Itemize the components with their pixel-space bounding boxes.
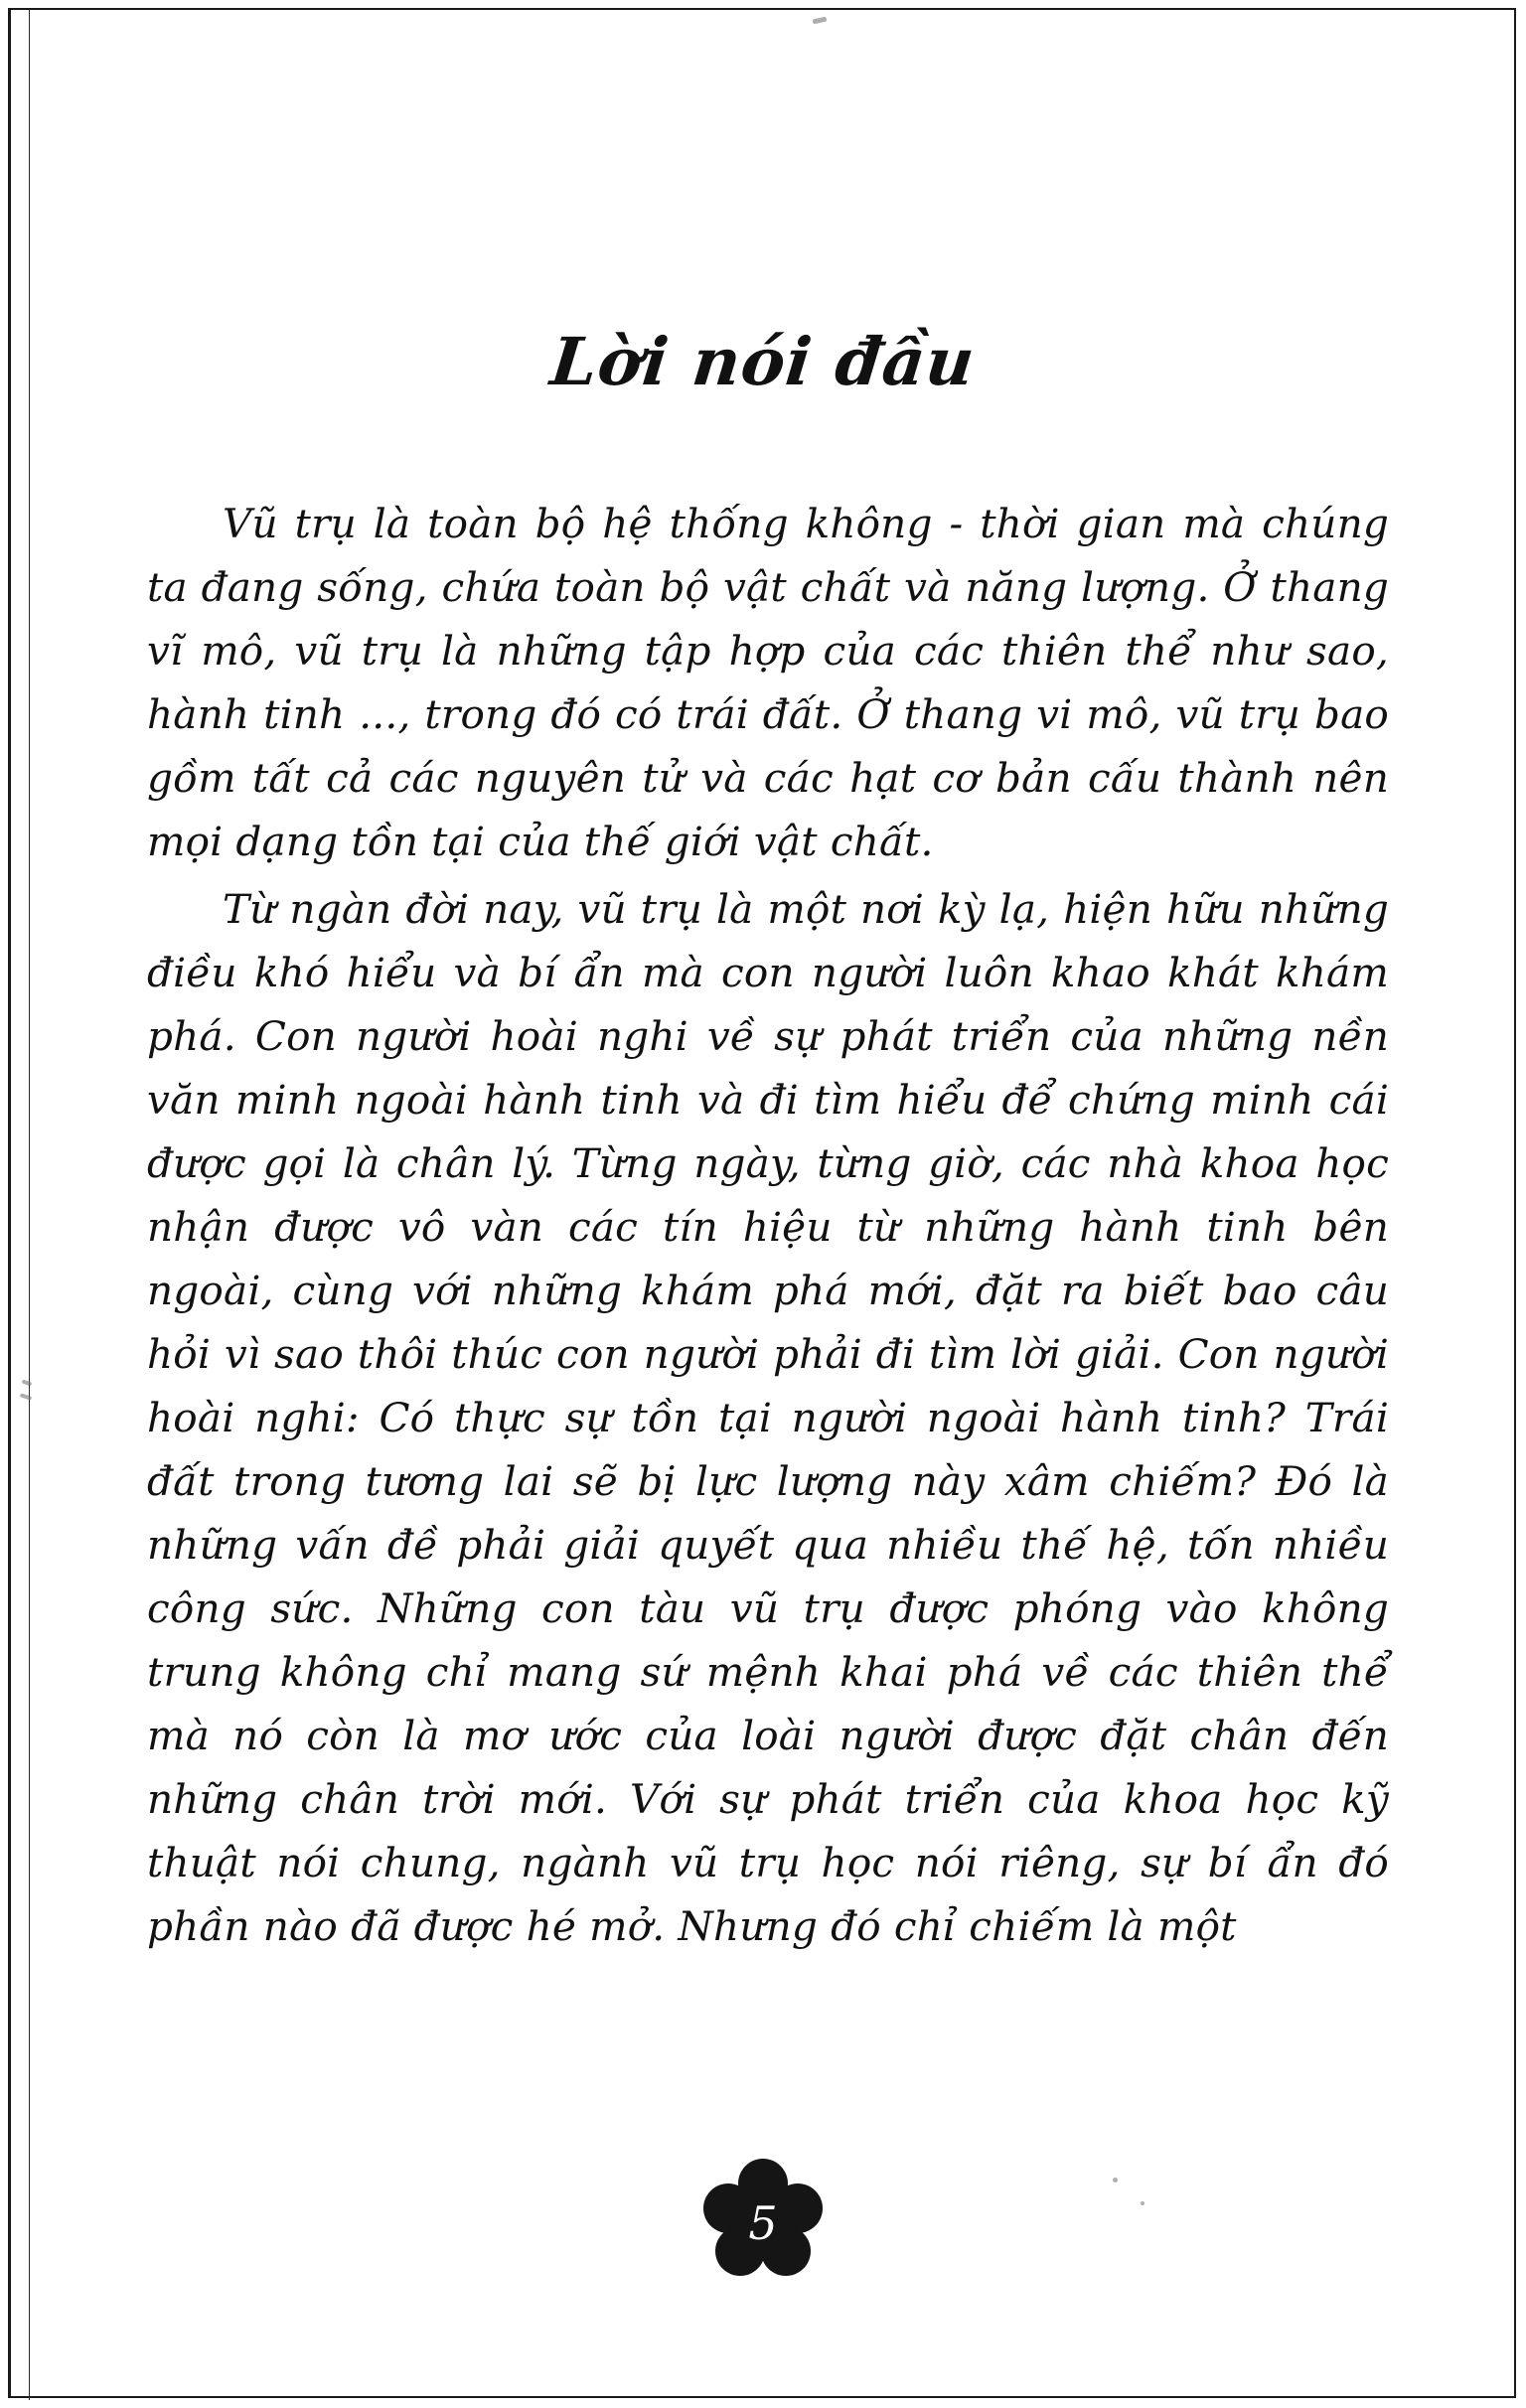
page-title: Lời nói đầu bbox=[546, 323, 980, 400]
paragraph: Vũ trụ là toàn bộ hệ thống không - thời gian mà chúng ta đang sống, chứa toàn bộ vật chất và năng lượng. Ở thang vĩ mô, vũ trụ là những tập hợp của các thiên thể như sao, hành tinh ..., trong đó có trái đất. Ở thang vi mô, vũ trụ bao gồm tất cả các nguyên tử và các hạt cơ bản cấu thành nên mọi dạng tồn tại của thế giới vật chất. bbox=[147, 500, 1389, 865]
paragraph: Từ ngàn đời nay, vũ trụ là một nơi kỳ lạ, hiện hữu những điều khó hiểu và bí ẩn mà con người luôn khao khát khám phá. Con người hoài nghi về sự phát triển của những nền văn minh ngoài hành tinh và đi tìm hiểu để chứng minh cái được gọi là chân lý. Từng ngày, từng giờ, các nhà khoa học nhận được vô vàn các tín hiệu từ những hành tinh bên ngoài, cùng với những khám phá mới, đặt ra biết bao câu hỏi vì sao thôi thúc con người phải đi tìm lời giải. Con người hoài nghi: Có thực sự tồn tại người ngoài hành tinh? Trái đất trong tương lai sẽ bị lực lượng này xâm chiếm? Đó là những vấn đề phải giải quyết qua nhiều thế hệ, tốn nhiều công sức. Những con tàu vũ trụ được phóng vào không trung không chỉ mang sứ mệnh khai phá về các thiên thể mà nó còn là mơ ước của loài người được đặt chân đến những chân trời mới. Với sự phát triển của khoa học kỹ thuật nói chung, ngành vũ trụ học nói riêng, sự bí ẩn đó phần nào đã được hé mở. Nhưng đó chỉ chiếm là một bbox=[147, 885, 1389, 1950]
svg-text:5: 5 bbox=[748, 2196, 778, 2250]
scan-speck bbox=[20, 1393, 33, 1401]
scan-speck bbox=[22, 1379, 33, 1386]
body-text bbox=[147, 492, 1389, 1958]
scan-speck bbox=[1113, 2178, 1118, 2182]
scan-speck bbox=[1141, 2201, 1144, 2205]
flower-ornament-icon bbox=[698, 2154, 828, 2283]
scan-speck bbox=[813, 17, 828, 25]
